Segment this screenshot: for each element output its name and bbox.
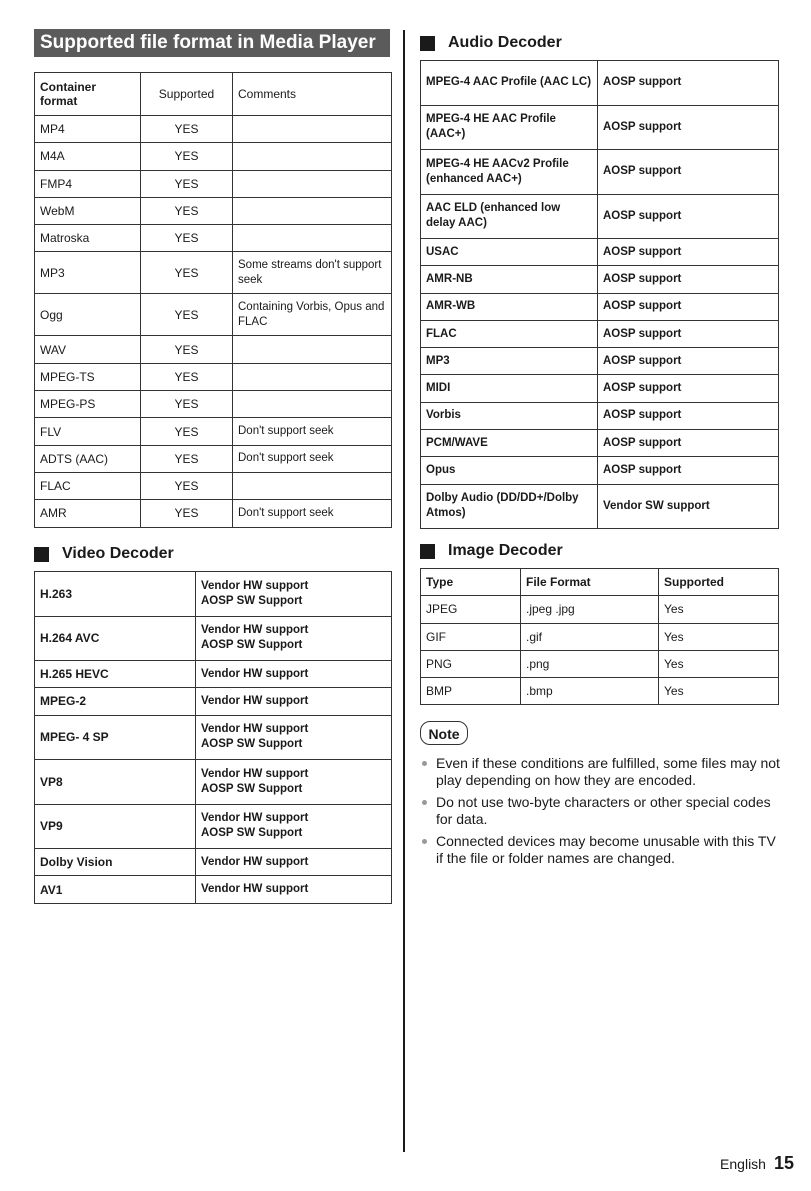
table-row <box>421 402 779 429</box>
codec-cell: Dolby Audio (DD/DD+/Dolby Atmos) <box>421 484 598 529</box>
format-cell: MP4 <box>35 116 141 143</box>
bullet-icon <box>422 800 427 805</box>
table-cell: BMP <box>421 678 521 705</box>
codec-cell: AMR-NB <box>421 266 598 293</box>
support-line: Vendor HW support <box>201 723 309 736</box>
comment-cell <box>233 225 392 252</box>
audio-decoder-table <box>420 60 779 529</box>
table-row <box>35 760 392 805</box>
codec-cell: Dolby Vision <box>35 849 196 876</box>
table-cell: Yes <box>659 678 779 705</box>
table-row <box>35 849 392 876</box>
table-row <box>35 445 392 472</box>
table-row <box>421 239 779 266</box>
format-cell: MPEG-TS <box>35 363 141 390</box>
comment-cell: Don't support seek <box>233 445 392 472</box>
table-row <box>421 105 779 150</box>
column-header: Container format <box>35 73 141 116</box>
support-cell: AOSP support <box>598 105 779 150</box>
supported-cell: YES <box>141 197 233 224</box>
table-row <box>421 596 779 623</box>
table-row <box>421 650 779 677</box>
codec-cell: Vorbis <box>421 402 598 429</box>
supported-cell: YES <box>141 116 233 143</box>
supported-cell: YES <box>141 294 233 336</box>
format-cell: ADTS (AAC) <box>35 445 141 472</box>
table-cell: Yes <box>659 596 779 623</box>
table-cell: GIF <box>421 623 521 650</box>
table-row <box>35 336 392 363</box>
bullet-icon <box>422 761 427 766</box>
codec-cell: USAC <box>421 239 598 266</box>
codec-cell: H.264 AVC <box>35 616 196 661</box>
format-cell: Ogg <box>35 294 141 336</box>
format-cell: WebM <box>35 197 141 224</box>
support-line: AOSP SW Support <box>201 594 303 607</box>
support-cell <box>196 688 392 715</box>
support-cell <box>196 661 392 688</box>
comment-cell <box>233 363 392 390</box>
comment-cell <box>233 472 392 499</box>
support-line: AOSP SW Support <box>201 782 303 795</box>
table-row <box>35 391 392 418</box>
support-line: Vendor HW support <box>201 812 309 825</box>
table-row <box>35 715 392 760</box>
table-row <box>35 363 392 390</box>
supported-cell: YES <box>141 143 233 170</box>
page-number: 15 <box>773 1153 794 1173</box>
table-row <box>421 293 779 320</box>
table-cell: .jpeg .jpg <box>521 596 659 623</box>
support-cell: AOSP support <box>598 194 779 239</box>
table-row <box>35 688 392 715</box>
audio-decoder-heading-text: Audio Decoder <box>448 34 562 51</box>
table-row <box>421 623 779 650</box>
codec-cell: AMR-WB <box>421 293 598 320</box>
support-cell <box>196 804 392 849</box>
table-row <box>35 116 392 143</box>
table-row <box>421 266 779 293</box>
support-cell <box>196 849 392 876</box>
table-row <box>35 252 392 294</box>
support-cell: AOSP support <box>598 320 779 347</box>
table-row <box>35 572 392 617</box>
table-row <box>421 348 779 375</box>
section-marker-icon <box>420 544 435 559</box>
codec-cell: MPEG-4 HE AACv2 Profile (enhanced AAC+) <box>421 150 598 195</box>
support-cell: AOSP support <box>598 239 779 266</box>
note-text: Do not use two-byte characters or other special codes for data. <box>436 794 771 827</box>
format-cell: Matroska <box>35 225 141 252</box>
note-text: Connected devices may become unusable with this TV if the file or folder names are changed. <box>436 833 776 866</box>
format-cell: M4A <box>35 143 141 170</box>
support-line: Vendor HW support <box>201 624 309 637</box>
video-decoder-heading-text: Video Decoder <box>62 545 174 562</box>
table-row <box>421 678 779 705</box>
column-header: File Format <box>521 569 659 596</box>
support-cell: AOSP support <box>598 293 779 320</box>
codec-cell: H.263 <box>35 572 196 617</box>
support-cell: AOSP support <box>598 61 779 106</box>
image-decoder-heading-text: Image Decoder <box>448 542 563 559</box>
supported-cell: YES <box>141 500 233 527</box>
support-line: Vendor HW support <box>201 667 309 680</box>
table-row <box>35 616 392 661</box>
support-cell: AOSP support <box>598 348 779 375</box>
table-row <box>35 418 392 445</box>
table-cell: Yes <box>659 623 779 650</box>
support-line: AOSP SW Support <box>201 639 303 652</box>
support-cell: AOSP support <box>598 266 779 293</box>
table-row <box>35 143 392 170</box>
note-item <box>420 794 785 828</box>
format-cell: MPEG-PS <box>35 391 141 418</box>
support-cell: AOSP support <box>598 430 779 457</box>
format-cell: WAV <box>35 336 141 363</box>
support-line: Vendor HW support <box>201 767 309 780</box>
table-row <box>35 472 392 499</box>
codec-cell: Opus <box>421 457 598 484</box>
codec-cell: MIDI <box>421 375 598 402</box>
note-text: Even if these conditions are fulfilled, some files may not play depending on how they are encoded. <box>436 755 780 788</box>
audio-decoder-heading <box>420 34 562 52</box>
table-row <box>35 876 392 903</box>
codec-cell: MPEG- 4 SP <box>35 715 196 760</box>
codec-cell: MPEG-2 <box>35 688 196 715</box>
bullet-icon <box>422 839 427 844</box>
note-badge: Note <box>420 721 468 745</box>
table-cell: PNG <box>421 650 521 677</box>
table-cell: JPEG <box>421 596 521 623</box>
support-cell: AOSP support <box>598 402 779 429</box>
table-row <box>421 375 779 402</box>
table-cell: .bmp <box>521 678 659 705</box>
table-row <box>35 197 392 224</box>
support-cell <box>196 876 392 903</box>
support-cell: AOSP support <box>598 457 779 484</box>
table-row <box>35 170 392 197</box>
support-line: Vendor HW support <box>201 883 309 896</box>
note-item <box>420 755 785 789</box>
format-cell: MP3 <box>35 252 141 294</box>
codec-cell: MPEG-4 HE AAC Profile (AAC+) <box>421 105 598 150</box>
video-decoder-table <box>34 571 392 904</box>
column-divider <box>403 30 405 1152</box>
table-header-row <box>35 73 392 116</box>
format-cell: AMR <box>35 500 141 527</box>
container-format-table <box>34 72 392 528</box>
table-row <box>421 194 779 239</box>
section-marker-icon <box>34 547 49 562</box>
supported-cell: YES <box>141 170 233 197</box>
image-decoder-table <box>420 568 779 705</box>
comment-cell <box>233 391 392 418</box>
table-row <box>421 484 779 529</box>
codec-cell: PCM/WAVE <box>421 430 598 457</box>
column-header: Comments <box>233 73 392 116</box>
video-decoder-heading <box>34 545 174 563</box>
comment-cell <box>233 116 392 143</box>
table-row <box>421 430 779 457</box>
codec-cell: AV1 <box>35 876 196 903</box>
table-row <box>35 225 392 252</box>
note-list <box>420 755 785 872</box>
supported-cell: YES <box>141 336 233 363</box>
codec-cell: MPEG-4 AAC Profile (AAC LC) <box>421 61 598 106</box>
support-line: Vendor HW support <box>201 579 309 592</box>
comment-cell <box>233 170 392 197</box>
table-row <box>421 150 779 195</box>
support-line: Vendor HW support <box>201 694 309 707</box>
codec-cell: H.265 HEVC <box>35 661 196 688</box>
support-cell: AOSP support <box>598 375 779 402</box>
supported-cell: YES <box>141 363 233 390</box>
table-row <box>35 661 392 688</box>
codec-cell: AAC ELD (enhanced low delay AAC) <box>421 194 598 239</box>
codec-cell: VP8 <box>35 760 196 805</box>
supported-cell: YES <box>141 225 233 252</box>
table-row <box>35 804 392 849</box>
support-cell <box>196 572 392 617</box>
codec-cell: VP9 <box>35 804 196 849</box>
support-cell <box>196 715 392 760</box>
comment-cell: Don't support seek <box>233 418 392 445</box>
format-cell: FLV <box>35 418 141 445</box>
table-row <box>35 500 392 527</box>
supported-cell: YES <box>141 252 233 294</box>
table-row <box>421 61 779 106</box>
comment-cell: Containing Vorbis, Opus and FLAC <box>233 294 392 336</box>
note-item <box>420 833 785 867</box>
support-cell: Vendor SW support <box>598 484 779 529</box>
support-cell <box>196 760 392 805</box>
table-header-row <box>421 569 779 596</box>
format-cell: FMP4 <box>35 170 141 197</box>
supported-cell: YES <box>141 418 233 445</box>
codec-cell: MP3 <box>421 348 598 375</box>
codec-cell: FLAC <box>421 320 598 347</box>
supported-cell: YES <box>141 391 233 418</box>
column-header: Supported <box>141 73 233 116</box>
format-cell: FLAC <box>35 472 141 499</box>
support-cell <box>196 616 392 661</box>
table-cell: .gif <box>521 623 659 650</box>
page-footer <box>720 1153 794 1174</box>
support-line: AOSP SW Support <box>201 738 303 751</box>
comment-cell <box>233 143 392 170</box>
support-line: Vendor HW support <box>201 855 309 868</box>
comment-cell: Some streams don't support seek <box>233 252 392 294</box>
footer-language: English <box>720 1156 766 1172</box>
comment-cell <box>233 336 392 363</box>
table-cell: .png <box>521 650 659 677</box>
table-cell: Yes <box>659 650 779 677</box>
table-row <box>421 457 779 484</box>
support-line: AOSP SW Support <box>201 827 303 840</box>
page-title: Supported file format in Media Player <box>34 29 390 57</box>
comment-cell: Don't support seek <box>233 500 392 527</box>
column-header: Type <box>421 569 521 596</box>
supported-cell: YES <box>141 445 233 472</box>
supported-cell: YES <box>141 472 233 499</box>
image-decoder-heading <box>420 542 563 560</box>
column-header: Supported <box>659 569 779 596</box>
table-row <box>421 320 779 347</box>
table-row <box>35 294 392 336</box>
comment-cell <box>233 197 392 224</box>
section-marker-icon <box>420 36 435 51</box>
support-cell: AOSP support <box>598 150 779 195</box>
